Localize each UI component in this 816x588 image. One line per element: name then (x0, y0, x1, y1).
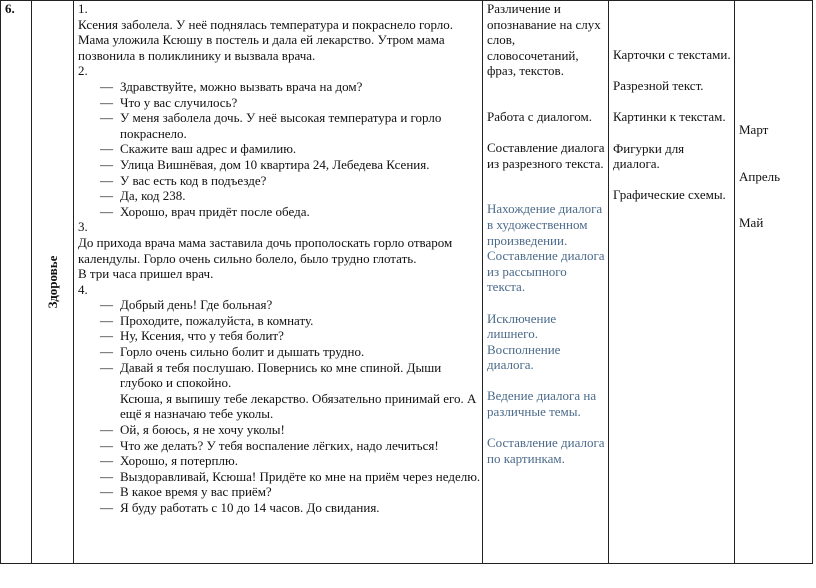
section-text: До прихода врача мама заставила дочь прополоскать горло отваром календулы. Горло очень сильно болело, было трудно глотать. (78, 234, 453, 266)
dialog-line: — Ой, я боюсь, я не хочу уколы! (100, 422, 285, 438)
dash: — (100, 484, 113, 500)
material-item: Фигурки для диалога. (613, 140, 685, 172)
section-number: 1. (78, 1, 88, 16)
dash: — (100, 437, 113, 453)
dash: — (100, 359, 113, 375)
dash: — (100, 156, 113, 172)
dash: — (100, 312, 113, 328)
activity-item: Ведение диалога на различные темы. (487, 388, 597, 420)
dash: — (100, 344, 113, 360)
dash: — (100, 203, 113, 219)
dialog-line: — Здравствуйте, можно вызвать врача на дом? (100, 78, 363, 94)
activity-item: Составление диалога из рассыпного текста. (487, 248, 605, 295)
dialog-line: — Давай я тебя послушаю. Повернись ко мне спиной. Дыши глубоко и спокойно. Ксюша, я выпишу тебе лекарство. Обязательно принимай его. А ещё я назначаю тебе уколы. (78, 360, 482, 422)
materials-cell (609, 1, 735, 564)
dash: — (100, 141, 113, 157)
dash: — (100, 422, 113, 438)
dash: — (100, 468, 113, 484)
dialog-line: — В какое время у вас приём? (100, 484, 272, 500)
dialog-line: — Я буду работать с 10 до 14 часов. До свидания. (100, 500, 380, 515)
dash: — (100, 328, 113, 344)
material-item: Разрезной текст. (613, 78, 704, 94)
dialog-list (78, 79, 482, 219)
dialog-line: — Горло очень сильно болит и дышать трудно. (100, 344, 365, 360)
section-number: 4. (78, 281, 88, 297)
dialog-line: — Ну, Ксения, что у тебя болит? (100, 328, 284, 344)
months-cell (735, 1, 813, 564)
dash: — (100, 453, 113, 469)
dialog-line: — Выздоравливай, Ксюша! Придёте ко мне на приём через неделю. (100, 468, 481, 484)
activity-item: Нахождение диалога в художественном произведении. (487, 201, 603, 248)
dash: — (100, 297, 113, 313)
section-text: Ксения заболела. У неё поднялась температура и покраснело горло. Мама уложила Ксюшу в постель и дала ей лекарство. Утром мама позвонила в поликлинику и вызвала врача. (78, 16, 454, 63)
dialog-line: — Скажите ваш адрес и фамилию. (100, 141, 297, 157)
section-number: 3. (78, 219, 88, 235)
content-cell (74, 1, 483, 564)
activity-item: Различение и опознавание на слух слов, словосочетаний, фраз, текстов. (487, 1, 601, 79)
activity-item: Составление диалога из разрезного текста. (487, 140, 605, 171)
activity-item: Работа с диалогом. (487, 108, 593, 124)
dialog-line: — Хорошо, врач придёт после обеда. (100, 203, 310, 219)
month-label: Май (739, 215, 764, 231)
month-label: Апрель (739, 168, 781, 184)
material-item: Графические схемы. (613, 187, 726, 203)
dash: — (100, 94, 113, 110)
section-text: В три часа пришел врач. (78, 266, 214, 282)
dialog-list (78, 297, 482, 515)
topic-cell (32, 1, 74, 564)
table-row (1, 1, 813, 564)
dialog-line: — У вас есть код в подъезде? (100, 172, 267, 188)
row-number: 6. (5, 1, 15, 16)
dialog-line: — Что у вас случилось? (100, 94, 238, 110)
dialog-line: — Что же делать? У тебя воспаление лёгких, надо лечиться! (100, 437, 439, 453)
row-number-cell (1, 1, 32, 564)
dialog-line: — Добрый день! Где больная? (100, 297, 273, 313)
dash: — (100, 172, 113, 188)
material-item: Картинки к текстам. (613, 109, 726, 125)
dash: — (100, 500, 113, 515)
dialog-line: — Улица Вишнёвая, дом 10 квартира 24, Лебедева Ксения. (100, 156, 430, 172)
dialog-line: — Проходите, пожалуйста, в комнату. (100, 312, 314, 328)
activity-item: Исключение лишнего. Восполнение диалога. (487, 310, 561, 373)
activities-cell (483, 1, 609, 564)
dialog-line: — Да, код 238. (100, 188, 186, 204)
dialog-line: — Хорошо, я потерплю. (100, 453, 238, 469)
activity-item: Составление диалога по картинкам. (487, 435, 605, 466)
dialog-line: — У меня заболела дочь. У неё высокая температура и горло покраснело. (100, 110, 442, 141)
dash: — (100, 110, 113, 126)
topic-label: Здоровье (44, 255, 60, 309)
dash: — (100, 78, 113, 94)
dialog-continuation: Ксюша, я выпишу тебе лекарство. Обязательно принимай его. А ещё я назначаю тебе уколы. (120, 390, 477, 422)
section-number: 2. (78, 63, 88, 79)
month-label: Март (739, 122, 769, 137)
material-item: Карточки с текстами. (613, 47, 731, 62)
dash: — (100, 188, 113, 204)
